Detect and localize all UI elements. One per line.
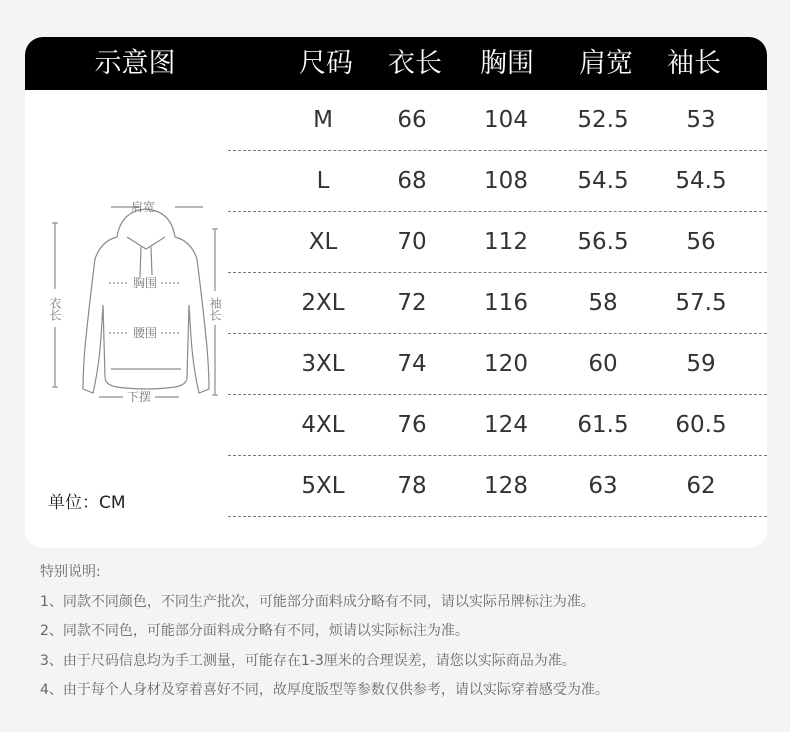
header-shoulder: 肩宽 <box>579 48 633 79</box>
notes-title: 特别说明: <box>40 564 101 580</box>
table-row <box>228 151 767 212</box>
cell-shoulder: 61.5 <box>577 412 629 438</box>
table-row <box>228 212 767 273</box>
unit-label: 单位：CM <box>48 493 126 513</box>
cell-size: M <box>313 107 333 133</box>
cell-shoulder: 56.5 <box>577 229 629 255</box>
header-diagram: 示意图 <box>94 48 176 79</box>
cell-chest: 108 <box>484 168 528 194</box>
cell-chest: 116 <box>484 290 528 316</box>
note-item: 3、由于尺码信息均为手工测量，可能存在1-3厘米的合理误差，请您以实际商品为准。 <box>40 652 576 669</box>
size-chart-card <box>25 37 767 548</box>
cell-chest: 128 <box>484 473 528 499</box>
label-chest: 胸围 <box>132 276 158 290</box>
table-header <box>25 37 767 90</box>
note-item: 4、由于每个人身材及穿着喜好不同，故厚度版型等参数仅供参考，请以实际穿着感受为准。 <box>40 682 609 698</box>
table-row <box>228 334 767 395</box>
label-hem: 下摆 <box>126 390 152 404</box>
table-row <box>228 395 767 456</box>
cell-length: 76 <box>397 412 427 438</box>
cell-sleeve: 59 <box>686 351 716 377</box>
cell-size: XL <box>308 229 338 255</box>
table-row <box>228 456 767 517</box>
header-sleeve: 袖长 <box>667 48 721 79</box>
label-waist: 腰围 <box>132 326 158 340</box>
label-length: 衣长 <box>48 297 62 321</box>
cell-sleeve: 56 <box>686 229 716 255</box>
cell-length: 72 <box>397 290 427 316</box>
body-outline <box>83 237 209 393</box>
label-sleeve: 袖长 <box>208 297 222 321</box>
table-row <box>228 273 767 334</box>
cell-sleeve: 54.5 <box>675 168 727 194</box>
cell-length: 78 <box>397 473 427 499</box>
cell-shoulder: 58 <box>588 290 618 316</box>
cell-length: 68 <box>397 168 427 194</box>
cell-chest: 124 <box>484 412 528 438</box>
cell-length: 70 <box>397 229 427 255</box>
cell-sleeve: 57.5 <box>675 290 727 316</box>
cell-sleeve: 60.5 <box>675 412 727 438</box>
cell-size: 3XL <box>301 351 345 377</box>
cell-size: 4XL <box>301 412 345 438</box>
hoodie-diagram <box>43 197 243 427</box>
cell-length: 66 <box>397 107 427 133</box>
cell-size: 5XL <box>301 473 345 499</box>
cell-size: 2XL <box>301 290 345 316</box>
table-row <box>228 90 767 151</box>
note-item: 1、同款不同颜色，不同生产批次，可能部分面料成分略有不同，请以实际吊牌标注为准。 <box>40 593 595 610</box>
cell-sleeve: 62 <box>686 473 716 499</box>
cell-chest: 104 <box>484 107 528 133</box>
cell-length: 74 <box>397 351 427 377</box>
cell-size: L <box>316 168 330 194</box>
cell-shoulder: 52.5 <box>577 107 629 133</box>
header-chest: 胸围 <box>480 48 534 79</box>
cell-chest: 112 <box>484 229 528 255</box>
cell-chest: 120 <box>484 351 528 377</box>
note-item: 2、同款不同色，可能部分面料成分略有不同，烦请以实际标注为准。 <box>40 623 469 639</box>
header-length: 衣长 <box>388 48 442 79</box>
notes-section <box>40 560 770 708</box>
label-shoulder: 肩宽 <box>130 200 156 214</box>
cell-sleeve: 53 <box>686 107 716 133</box>
cell-shoulder: 63 <box>588 473 618 499</box>
cell-shoulder: 60 <box>588 351 618 377</box>
cell-shoulder: 54.5 <box>577 168 629 194</box>
header-size: 尺码 <box>299 48 353 79</box>
